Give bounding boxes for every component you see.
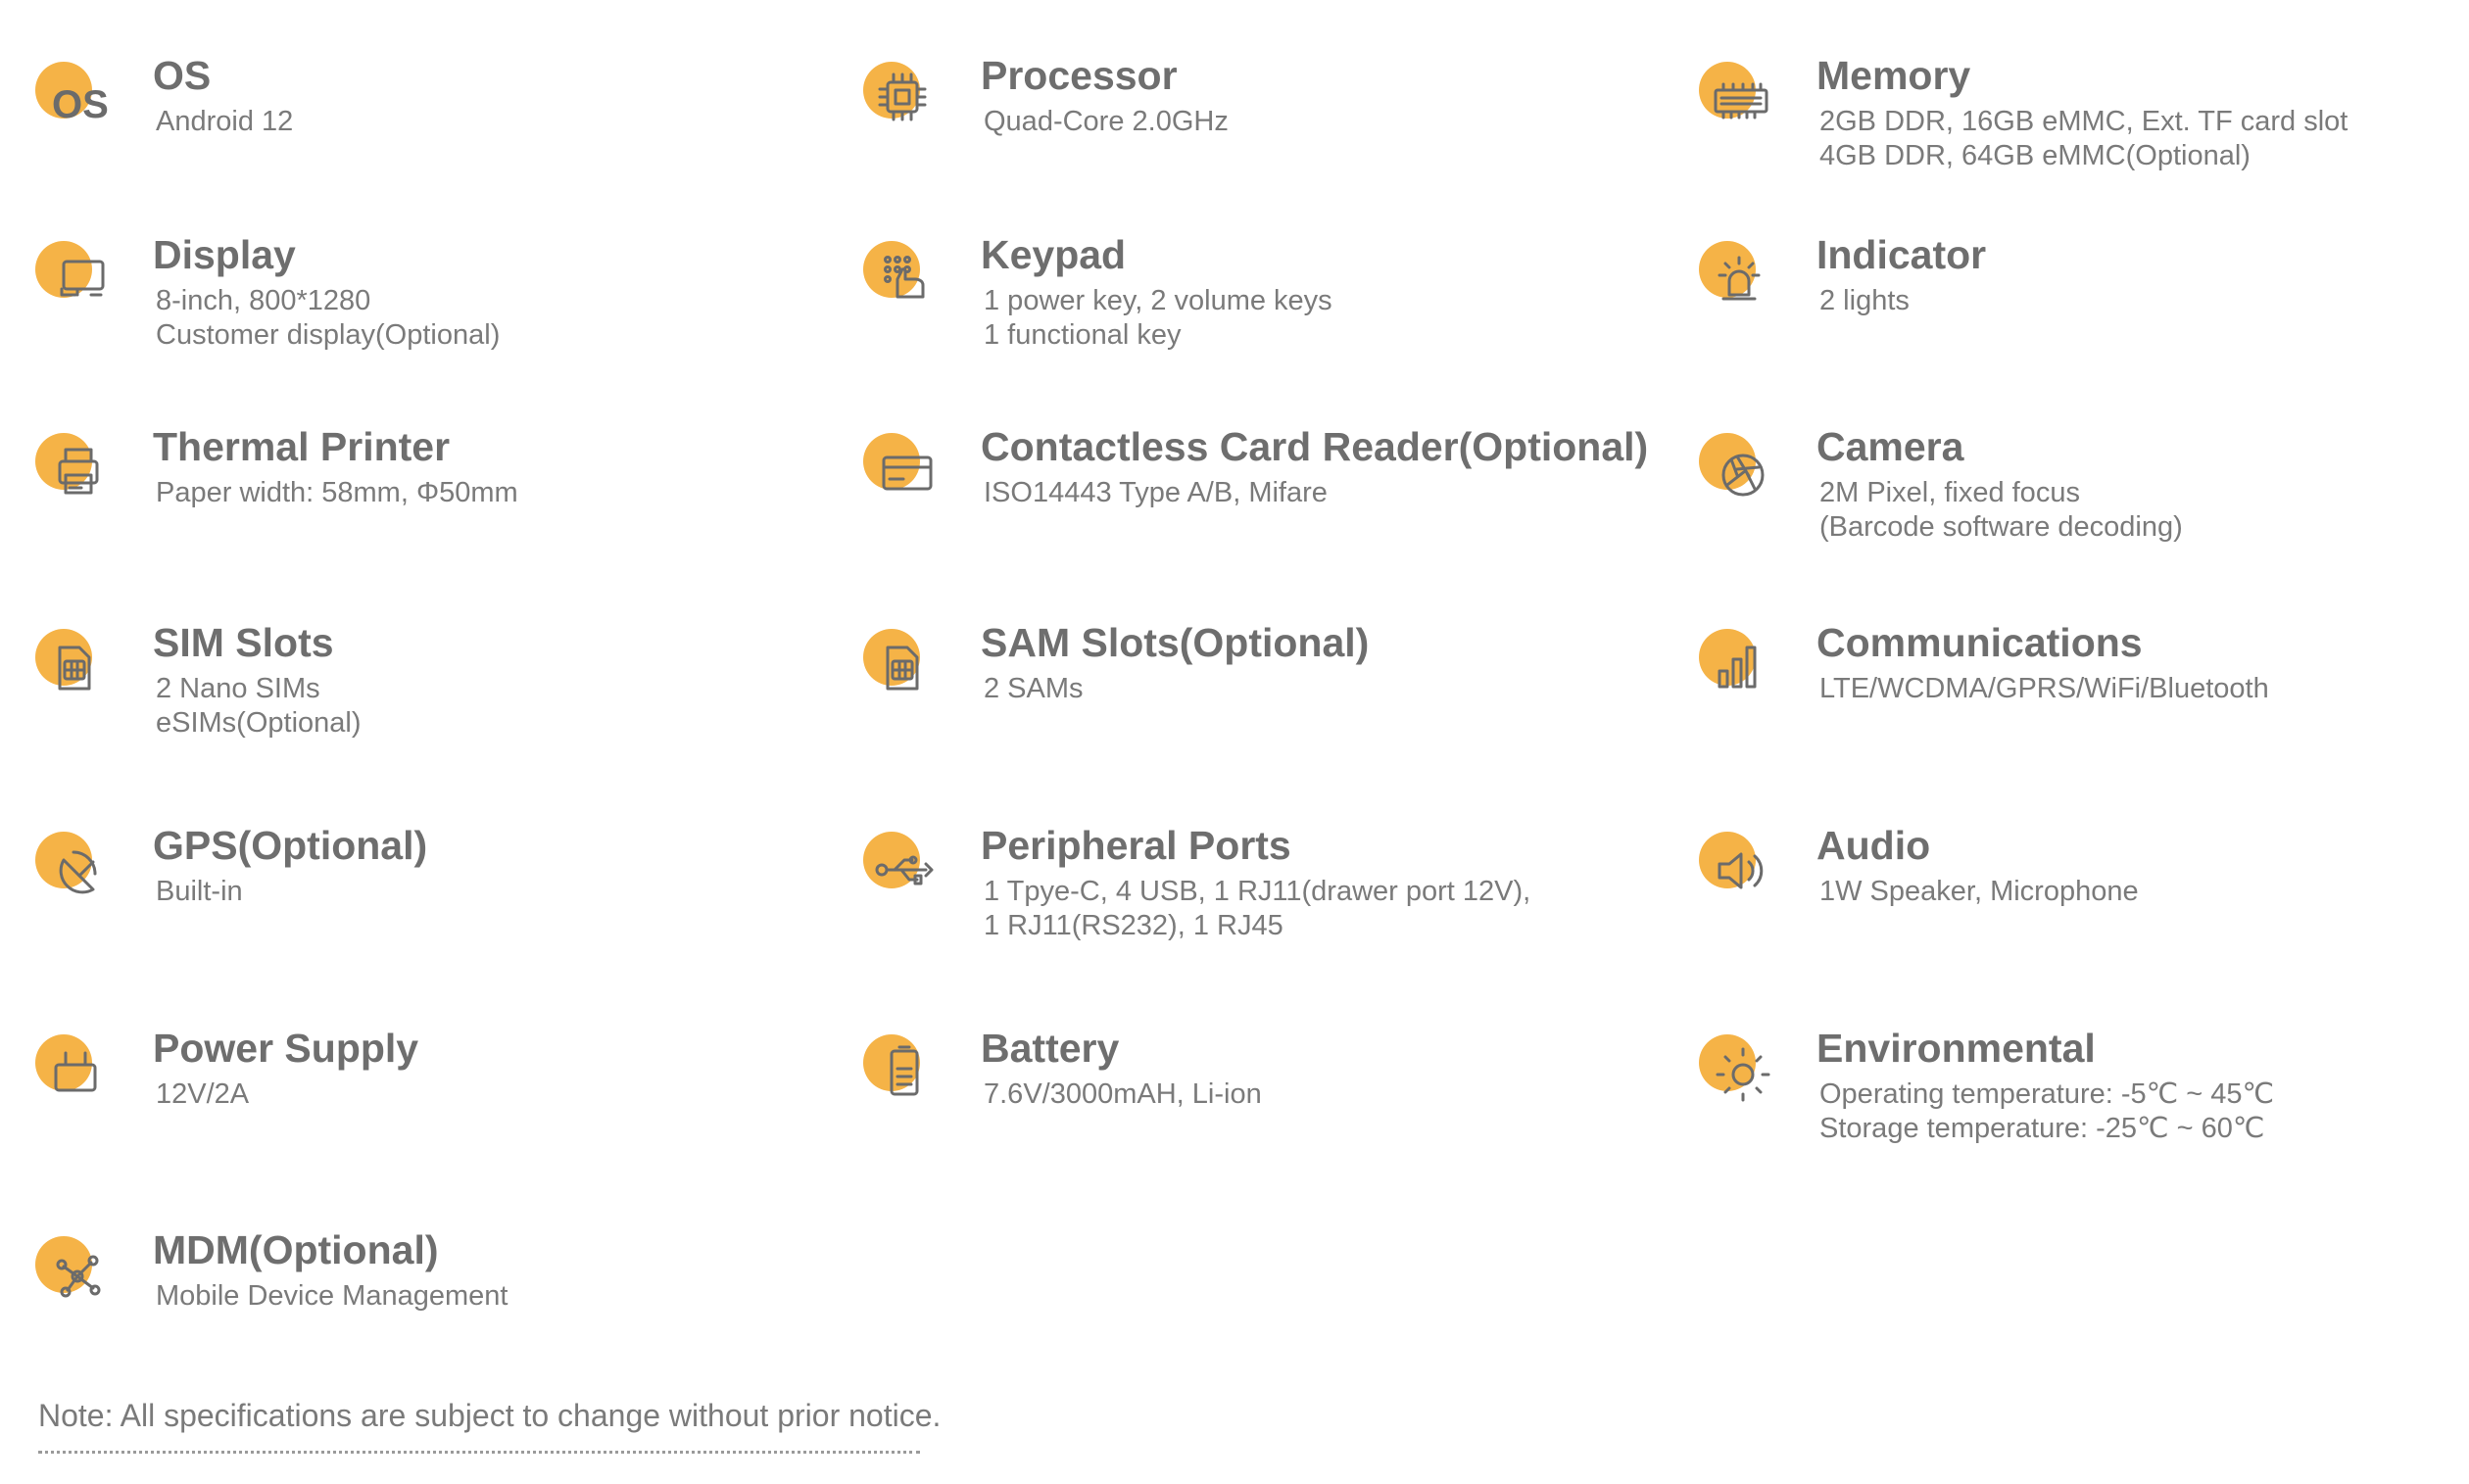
spec-title: Contactless Card Reader(Optional)	[981, 424, 1649, 469]
footnote-dotted-divider	[38, 1451, 920, 1454]
spec-detail-line: 7.6V/3000mAH, Li-ion	[984, 1078, 1262, 1110]
spec-title: SAM Slots(Optional)	[981, 620, 1370, 665]
spec-detail-line: Customer display(Optional)	[156, 319, 501, 351]
spec-detail-line: 4GB DDR, 64GB eMMC(Optional)	[1819, 140, 2251, 171]
spec-detail-line: eSIMs(Optional)	[156, 707, 362, 739]
spec-details	[984, 105, 1229, 139]
spec-detail-line: Mobile Device Management	[156, 1280, 508, 1312]
spec-title: Keypad	[981, 232, 1127, 277]
spec-detail-line: ISO14443 Type A/B, Mifare	[984, 477, 1328, 508]
spec-title: Power Supply	[153, 1026, 419, 1071]
spec-title: Peripheral Ports	[981, 823, 1291, 868]
camera-aperture-icon	[1698, 432, 1780, 514]
spec-detail-line: 1 functional key	[984, 319, 1182, 351]
spec-details	[984, 284, 1332, 353]
spec-detail-line: 1W Speaker, Microphone	[1819, 876, 2139, 907]
spec-detail-line: 2M Pixel, fixed focus	[1819, 477, 2080, 508]
sim-card-icon	[34, 628, 117, 710]
spec-detail-line: 2 SAMs	[984, 673, 1084, 704]
spec-title: MDM(Optional)	[153, 1227, 439, 1272]
mdm-network-icon	[34, 1235, 117, 1317]
printer-icon	[34, 432, 117, 514]
spec-details	[984, 672, 1084, 706]
spec-detail-line: 8-inch, 800*1280	[156, 285, 371, 316]
svg-text:OS: OS	[52, 83, 109, 126]
spec-title: Communications	[1816, 620, 2143, 665]
spec-detail-line: 12V/2A	[156, 1078, 250, 1110]
spec-details	[1819, 284, 1910, 318]
spec-details	[1819, 1077, 2274, 1146]
spec-detail-line: Operating temperature: -5℃ ~ 45℃	[1819, 1078, 2275, 1110]
battery-icon	[862, 1033, 944, 1116]
processor-chip-icon	[862, 61, 944, 143]
spec-details	[984, 476, 1328, 510]
spec-details	[156, 1279, 508, 1314]
spec-title: Thermal Printer	[153, 424, 451, 469]
spec-detail-line: Android 12	[156, 106, 294, 137]
signal-bars-icon	[1698, 628, 1780, 710]
spec-title: OS	[153, 53, 212, 98]
spec-detail-line: 2GB DDR, 16GB eMMC, Ext. TF card slot	[1819, 106, 2348, 137]
spec-details	[1819, 875, 2139, 909]
spec-title: Audio	[1816, 823, 1931, 868]
spec-title: Environmental	[1816, 1026, 2096, 1071]
sun-icon	[1698, 1033, 1780, 1116]
power-plug-icon	[34, 1033, 117, 1116]
usb-icon	[862, 831, 944, 913]
spec-detail-line: 1 RJ11(RS232), 1 RJ45	[984, 910, 1283, 941]
spec-details	[156, 875, 243, 909]
keypad-hand-icon	[862, 240, 944, 322]
spec-detail-line: 1 Tpye-C, 4 USB, 1 RJ11(drawer port 12V),	[984, 876, 1531, 907]
footnote: Note: All specifications are subject to change without prior notice.	[38, 1398, 942, 1433]
spec-detail-line: Built-in	[156, 876, 243, 907]
spec-title: Indicator	[1816, 232, 1987, 277]
spec-title: SIM Slots	[153, 620, 334, 665]
spec-details	[1819, 476, 2183, 545]
spec-details	[156, 105, 293, 139]
spec-details	[1819, 105, 2348, 173]
spec-details	[984, 875, 1530, 943]
spec-title: Camera	[1816, 424, 1964, 469]
spec-detail-line: Paper width: 58mm, Φ50mm	[156, 477, 518, 508]
display-monitor-icon	[34, 240, 117, 322]
spec-details	[156, 284, 500, 353]
spec-detail-line: 1 power key, 2 volume keys	[984, 285, 1332, 316]
spec-detail-line: (Barcode software decoding)	[1819, 511, 2183, 543]
spec-detail-line: Quad-Core 2.0GHz	[984, 106, 1229, 137]
spec-title: Display	[153, 232, 296, 277]
spec-detail-line: 2 Nano SIMs	[156, 673, 320, 704]
gps-satellite-icon	[34, 831, 117, 913]
spec-title: Memory	[1816, 53, 1971, 98]
spec-details	[156, 1077, 249, 1112]
card-reader-icon	[862, 432, 944, 514]
spec-title: GPS(Optional)	[153, 823, 428, 868]
speaker-icon	[1698, 831, 1780, 913]
sam-card-icon	[862, 628, 944, 710]
spec-detail-line: Storage temperature: -25℃ ~ 60℃	[1819, 1113, 2265, 1144]
spec-detail-line: LTE/WCDMA/GPRS/WiFi/Bluetooth	[1819, 673, 2269, 704]
spec-title: Battery	[981, 1026, 1120, 1071]
spec-details	[156, 672, 362, 741]
spec-title: Processor	[981, 53, 1178, 98]
spec-details	[156, 476, 518, 510]
spec-details	[984, 1077, 1262, 1112]
spec-detail-line: 2 lights	[1819, 285, 1910, 316]
spec-details	[1819, 672, 2269, 706]
memory-module-icon	[1698, 61, 1780, 143]
indicator-light-icon	[1698, 240, 1780, 322]
os-icon	[34, 61, 117, 143]
